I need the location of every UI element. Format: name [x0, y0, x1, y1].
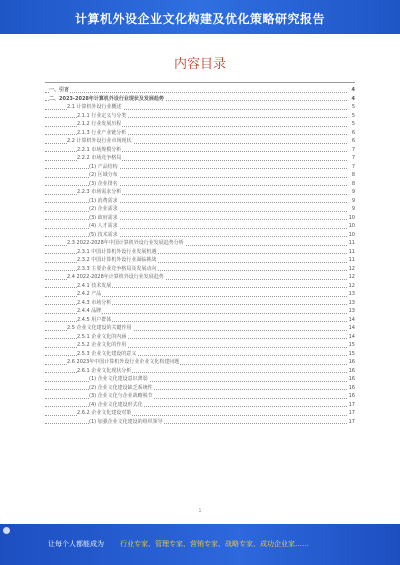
toc-entry[interactable] — [45, 341, 355, 350]
toc-entry[interactable] — [45, 367, 355, 376]
toc-entry-label: (1) 加强企业文化建设的组织领导 — [89, 418, 163, 425]
toc-entry-page: 13 — [348, 291, 355, 297]
toc-entry-label: 2.4 2022-2028年计算机外设行业发展趋势 — [67, 274, 164, 280]
toc-entry[interactable] — [45, 384, 355, 393]
toc-entry-page: 7 — [351, 146, 355, 153]
toc-entry[interactable] — [45, 256, 355, 265]
toc-entry-label: 2.6 2023年中国计算机外设行业企业文化构建问题 — [67, 359, 180, 365]
toc-entry-page: 9 — [351, 206, 355, 212]
toc-entry-label: 2.5 企业文化建设的关键作用 — [67, 325, 132, 331]
toc-entry[interactable] — [45, 265, 355, 274]
toc-entry-label: 2.3.3 主要企业竞争格局及发展动向 — [77, 265, 157, 272]
toc-entry-page: 12 — [348, 265, 355, 272]
toc-entry[interactable] — [45, 103, 355, 112]
toc-entry[interactable] — [45, 129, 355, 138]
toc-entry-page: 9 — [351, 189, 355, 195]
toc-entry-label: (3) 企业文化与企业战略脱节 — [89, 393, 153, 399]
toc-entry-page: 11 — [348, 240, 355, 246]
toc-entry-page: 7 — [351, 155, 355, 161]
toc-entry[interactable] — [45, 163, 355, 172]
toc-entry-label: 2.5.3 企业文化建设的意义 — [77, 350, 137, 357]
toc-entry[interactable] — [45, 401, 355, 410]
toc-entry[interactable] — [45, 188, 355, 197]
toc-entry-page: 10 — [348, 231, 355, 238]
toc-entry-page: 10 — [348, 214, 355, 221]
toc-entry[interactable] — [45, 137, 355, 146]
toc-entry-page: 11 — [348, 257, 355, 263]
toc-entry-page: 5 — [351, 112, 355, 119]
toc-entry-label: 2.1 计算机外设行业概述 — [67, 104, 122, 110]
toc-entry-page: 4 — [351, 87, 355, 93]
toc-entry[interactable] — [45, 112, 355, 121]
toc-entry-label: (1) 消费需求 — [89, 197, 118, 204]
toc-entry[interactable] — [45, 146, 355, 155]
toc-entry-label: 2.4.2 产品 — [77, 291, 102, 297]
toc-entry-page: 6 — [351, 138, 355, 144]
toc-entry[interactable] — [45, 358, 355, 367]
toc-entry[interactable] — [45, 375, 355, 384]
toc-entry-page: 13 — [348, 299, 355, 306]
toc-entry[interactable] — [45, 197, 355, 206]
toc-entry[interactable] — [45, 205, 355, 214]
toc-entry-label: 2.2.3 市场需求分析 — [77, 189, 122, 195]
toc-entry-page: 8 — [351, 180, 355, 187]
toc-entry-label: 2.2.1 市场规模分析 — [77, 146, 122, 153]
toc-entry-page: 4 — [351, 95, 355, 102]
toc-entry-label: 2.5.1 企业文化的内涵 — [77, 333, 127, 340]
toc-entry-label: 2.1.2 行业发展历程 — [77, 121, 122, 127]
toc-entry[interactable] — [45, 154, 355, 163]
toc-entry-page: 10 — [348, 223, 355, 229]
toc-entry[interactable] — [45, 86, 355, 95]
toc-entry-page: 17 — [348, 401, 355, 408]
toc-entry-page: 17 — [348, 418, 355, 425]
toc-entry-label: 2.3.1 中国计算机外设行业发展机遇 — [77, 248, 157, 255]
toc-entry-label: 2.3.2 中国计算机外设行业面临挑战 — [77, 257, 157, 263]
toc-entry-label: 2.4.3 市场分析 — [77, 299, 112, 306]
toc-entry[interactable] — [45, 299, 355, 308]
toc-entry-label: (4) 人才需求 — [89, 223, 118, 229]
footer-tagline: 行业专家、管理专家、营销专家、战略专家、成功企业家…… — [120, 540, 309, 548]
toc-entry-page: 5 — [351, 104, 355, 110]
toc-entry[interactable] — [45, 316, 355, 325]
toc-entry[interactable] — [45, 248, 355, 257]
toc-entry-page: 16 — [348, 384, 355, 391]
toc-entry[interactable] — [45, 95, 355, 104]
toc-entry-page: 12 — [348, 282, 355, 289]
toc-entry[interactable] — [45, 350, 355, 359]
toc-entry[interactable] — [45, 180, 355, 189]
toc-entry-page: 14 — [348, 333, 355, 340]
toc-entry-label: 2.2 计算机外设行业市场现状 — [67, 138, 132, 144]
toc-entry-page: 16 — [348, 359, 355, 365]
toc-entry-label: 2.2.2 市场竞争格局 — [77, 155, 122, 161]
logo-icon — [3, 527, 10, 534]
page-number: 1 — [198, 508, 202, 514]
toc-entry[interactable] — [45, 120, 355, 129]
toc-entry-page: 8 — [351, 172, 355, 178]
footer-slogan: 让每个人都能成为 — [48, 540, 104, 548]
toc-entry-label: 2.1.3 行业产业链分析 — [77, 129, 127, 136]
toc-entry[interactable] — [45, 324, 355, 333]
toc-entry-page: 15 — [348, 342, 355, 348]
toc-entry-label: 二、2023-2028年计算机外设行业现状及发展趋势 — [49, 95, 164, 102]
toc-entry-page: 14 — [348, 316, 355, 323]
toc-entry[interactable] — [45, 282, 355, 291]
toc-entry[interactable] — [45, 307, 355, 316]
toc-entry-label: (2) 区域分布 — [89, 172, 118, 178]
toc-entry-label: (4) 企业文化建设形式化 — [89, 401, 143, 408]
toc-entry[interactable] — [45, 214, 355, 223]
header-bar — [0, 0, 400, 34]
toc-entry-label: (3) 企业排名 — [89, 180, 118, 187]
toc-entry-label: 2.1.1 行业定义与分类 — [77, 112, 127, 119]
toc-entry-label: (5) 技术需求 — [89, 231, 118, 238]
toc-entry-page: 11 — [348, 248, 355, 255]
toc-entry[interactable] — [45, 222, 355, 231]
toc-entry[interactable] — [45, 171, 355, 180]
toc-entry-page: 16 — [348, 393, 355, 399]
toc-entry-page: 16 — [348, 376, 355, 382]
toc-entry[interactable] — [45, 290, 355, 299]
toc-heading: 内容目录 — [173, 57, 226, 72]
document-title: 计算机外设企业文化构建及优化策略研究报告 — [74, 12, 325, 26]
toc-entry-page: 14 — [348, 325, 355, 331]
footer-bar — [0, 524, 400, 565]
toc-entry-label: 一、引言 — [49, 87, 70, 93]
toc-entry-label: (2) 企业需求 — [89, 206, 118, 212]
toc-entry[interactable] — [45, 418, 355, 427]
toc-entry-label: (1) 产品结构 — [89, 163, 118, 170]
toc-entry[interactable] — [45, 333, 355, 342]
toc-entry-page: 5 — [351, 121, 355, 127]
toc-entry-label: 2.4.4 品牌 — [77, 308, 102, 314]
toc-entry[interactable] — [45, 409, 355, 418]
toc-entry-label: 2.5.2 企业文化的作用 — [77, 342, 127, 348]
toc-entry[interactable] — [45, 239, 355, 248]
toc-entry-page: 6 — [351, 129, 355, 136]
table-of-contents — [45, 86, 355, 426]
toc-entry[interactable] — [45, 392, 355, 401]
toc-entry[interactable] — [45, 273, 355, 282]
toc-entry-label: (3) 政府需求 — [89, 214, 118, 221]
toc-entry-label: (2) 企业文化建设缺乏系统性 — [89, 384, 153, 391]
toc-leader-dots — [45, 92, 347, 93]
toc-entry-page: 7 — [351, 163, 355, 170]
toc-entry-page: 12 — [348, 274, 355, 280]
toc-entry-label: 2.6.1 企业文化现状分析 — [77, 367, 132, 374]
toc-entry[interactable] — [45, 231, 355, 240]
toc-entry-label: 2.4.1 技术发展 — [77, 282, 112, 289]
toc-entry-page: 17 — [348, 410, 355, 416]
toc-entry-page: 16 — [348, 367, 355, 374]
toc-top-rule — [45, 82, 355, 83]
toc-entry-label: 2.4.5 用户群体 — [77, 316, 112, 323]
toc-entry-label: 2.3 2022-2028年中国计算机外设行业发展趋势分析 — [67, 240, 184, 246]
toc-entry-label: (1) 企业文化建设意识薄弱 — [89, 376, 148, 382]
toc-entry-page: 9 — [351, 197, 355, 204]
toc-entry-page: 13 — [348, 308, 355, 314]
toc-entry-label: 2.6.2 企业文化建设对策 — [77, 410, 132, 416]
toc-entry-page: 15 — [348, 350, 355, 357]
